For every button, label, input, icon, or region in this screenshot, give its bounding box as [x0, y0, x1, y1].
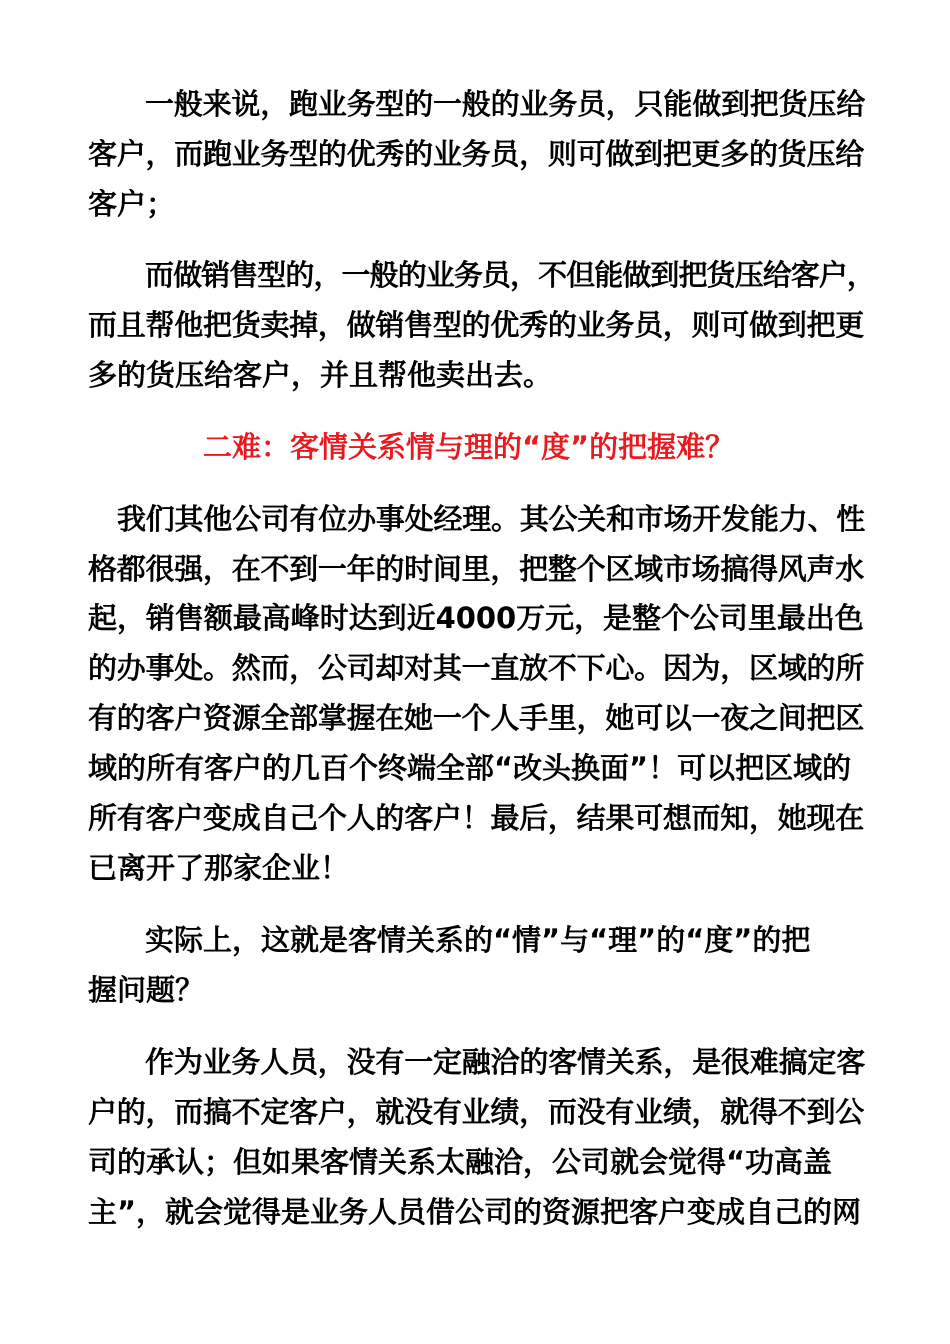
paragraph-1-line-2: 客户，而跑业务型的优秀的业务员，则可做到把更多的货压给 — [88, 137, 865, 171]
paragraph-3-line-7: 所有客户变成自己个人的客户！最后，结果可想而知，她现在 — [88, 801, 865, 835]
paragraph-3-line-2: 格都很强，在不到一年的时间里，把整个区域市场搞得风声水 — [88, 552, 865, 586]
paragraph-4-line-2: 握问题？ — [88, 973, 205, 1007]
paragraph-5-line-1: 作为业务人员，没有一定融洽的客情关系，是很难搞定客 — [145, 1045, 866, 1079]
paragraph-3-line-5: 有的客户资源全部掌握在她一个人手里，她可以一夜之间把区 — [88, 701, 865, 735]
paragraph-5-line-2: 户的，而搞不定客户，就没有业绩，而没有业绩，就得不到公 — [88, 1095, 865, 1129]
paragraph-5-line-4: 主”，就会觉得是业务人员借公司的资源把客户变成自己的网 — [88, 1195, 862, 1229]
paragraph-4-line-1: 实际上，这就是客情关系的“情”与“理”的“度”的把 — [145, 923, 811, 957]
paragraph-3-line-4: 的办事处。然而，公司却对其一直放不下心。因为，区域的所 — [88, 651, 865, 685]
paragraph-3-line-8: 已离开了那家企业！ — [88, 851, 350, 885]
paragraph-1-line-1: 一般来说，跑业务型的一般的业务员，只能做到把货压给 — [145, 87, 866, 121]
paragraph-3-line-3: 起，销售额最高峰时达到近4000万元，是整个公司里最出色 — [88, 601, 864, 635]
paragraph-2-line-1: 而做销售型的，一般的业务员，不但能做到把货压给客户， — [145, 258, 876, 292]
paragraph-2-line-3: 多的货压给客户，并且帮他卖出去。 — [88, 358, 553, 392]
paragraph-3-line-1: 我们其他公司有位办事处经理。其公关和市场开发能力、性 — [117, 502, 866, 536]
paragraph-2-line-2: 而且帮他把货卖掉，做销售型的优秀的业务员，则可做到把更 — [88, 308, 865, 342]
paragraph-5-line-3: 司的承认；但如果客情关系太融洽，公司就会觉得“功高盖 — [88, 1145, 833, 1179]
paragraph-1-line-3: 客户； — [88, 187, 176, 221]
paragraph-3-line-6: 域的所有客户的几百个终端全部“改头换面”！可以把区域的 — [88, 751, 852, 785]
section-heading: 二难：客情关系情与理的“度”的把握难？ — [203, 430, 735, 464]
